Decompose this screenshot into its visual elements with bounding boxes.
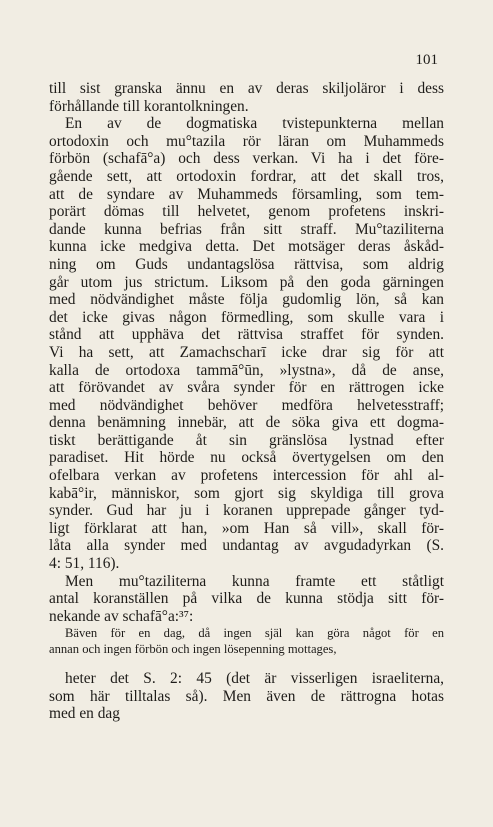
text-line: 4: 51, 116). bbox=[49, 555, 120, 573]
text-line: förbön (schafā°a) och dess verkan. Vi ha i det före- bbox=[49, 150, 444, 168]
text-line: med nödvändighet behöver medföra helvetesstraff; bbox=[49, 396, 444, 414]
text-line: låta alla synder med undantag av avgudadyrkan (S. bbox=[49, 537, 444, 555]
text-line: heter det S. 2: 45 (det är visserligen israeliterna, bbox=[65, 670, 444, 687]
text-line: ning om Guds undantagslösa rättvisa, som aldrig bbox=[49, 255, 444, 273]
text-line: porärt dömas till helvetet, genom profetens inskri- bbox=[49, 203, 444, 221]
text-line: med nödvändighet måste följa gudomlig lön, så kan bbox=[49, 291, 444, 309]
quote-line: Bäven för en dag, då ingen själ kan göra något för en bbox=[65, 626, 444, 640]
page-number: 101 bbox=[415, 52, 438, 68]
text-line: gående sett, att ortodoxin fordrar, att det skall tros, bbox=[49, 167, 444, 185]
text-line: En av de dogmatiska tvistepunkterna mellan bbox=[65, 115, 444, 133]
text-line: kunna icke medgiva detta. Det motsäger deras åskåd- bbox=[49, 238, 444, 256]
text-line: kalla de ortodoxa tammā°ūn, »lystna», då de anse, bbox=[49, 361, 444, 379]
text-line: ortodoxin och mu°tazila rör läran om Muhammeds bbox=[49, 132, 444, 150]
text-line: till sist granska ännu en av deras skiljoläror i dess bbox=[49, 80, 444, 97]
quote-line: annan och ingen förbön och ingen lösepenning mottages, bbox=[49, 642, 337, 657]
block-quote bbox=[49, 625, 444, 657]
continuation-paragraph bbox=[49, 670, 444, 723]
text-line: denna benämning innebär, att de söka giva ett dogma- bbox=[49, 414, 444, 432]
text-line: antal koranställen på vilka de kunna stödja sitt för- bbox=[49, 590, 444, 608]
text-line: förhållande till korantolkningen. bbox=[49, 97, 249, 115]
text-line: att de syndare av Muhammeds församling, som tem- bbox=[49, 185, 444, 203]
main-paragraph bbox=[49, 80, 444, 625]
text-line: tiskt berättigande åt sin gränslösa lystnad efter bbox=[49, 431, 444, 449]
text-line: går utom jus strictum. Liksom på den goda gärningen bbox=[49, 273, 444, 291]
text-line: Men mu°taziliterna kunna framte ett ståtligt bbox=[65, 572, 444, 590]
text-line: ligt förklarat att han, »om Han så vill», skall för- bbox=[49, 519, 444, 537]
text-line: Vi ha sett, att Zamachscharī icke drar sig för att bbox=[49, 343, 444, 361]
text-line: som här tilltalas så). Men även de rättrogna hotas bbox=[49, 687, 444, 705]
text-line: nekande av schafā°a:³⁷: bbox=[49, 607, 194, 625]
text-line: kabā°ir, människor, som gjort sig skyldiga till grova bbox=[49, 484, 444, 502]
text-line: paradiset. Hit hörde nu också övertygelsen om den bbox=[49, 449, 444, 467]
text-line: att förövandet av svåra synder för en rättrogen icke bbox=[49, 379, 444, 397]
text-line: stånd att upphäva det rättvisa straffet för synden. bbox=[49, 326, 444, 344]
text-line: synder. Gud har ju i koranen upprepade gånger tyd- bbox=[49, 502, 444, 520]
text-line: med en dag bbox=[49, 705, 120, 723]
text-line: det icke givas någon förmedling, som skulle vara i bbox=[49, 308, 444, 326]
text-line: dande kunna befrias från sitt straff. Mu°taziliterna bbox=[49, 220, 444, 238]
text-line: ofelbara verkan av profetens intercession för ahl al- bbox=[49, 467, 444, 485]
